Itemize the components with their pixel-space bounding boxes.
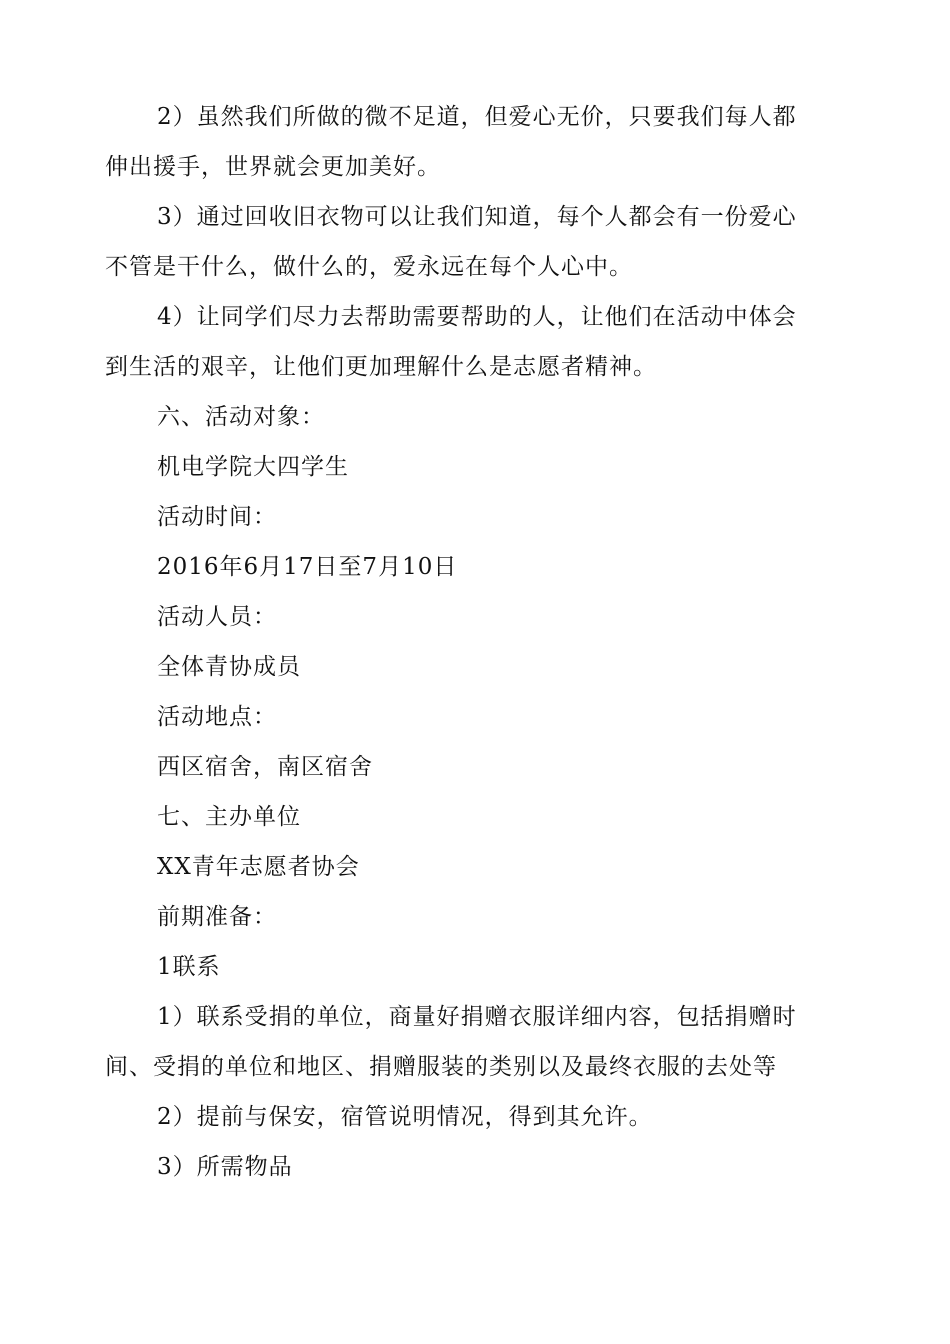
label-activity-location — [105, 692, 835, 742]
text-line: 到生活的艰辛，让他们更加理解什么是志愿者精神。 — [105, 354, 657, 380]
text-line: 2）虽然我们所做的微不足道，但爱心无价，只要我们每人都 — [157, 104, 797, 130]
section-heading-target — [105, 392, 835, 442]
label-preparation — [105, 892, 835, 942]
text-line: 2）提前与保安，宿管说明情况，得到其允许。 — [157, 1104, 653, 1130]
text-line: 机电学院大四学生 — [157, 454, 349, 480]
text-line: 西区宿舍，南区宿舍 — [157, 754, 373, 780]
text-line: 不管是干什么，做什么的，爱永远在每个人心中。 — [105, 254, 633, 280]
text-line: 六、活动对象： — [157, 404, 325, 430]
text-line: 七、主办单位 — [157, 804, 301, 830]
text-line: 3）通过回收旧衣物可以让我们知道，每个人都会有一份爱心 — [157, 204, 797, 230]
paragraph-location-value — [105, 742, 835, 792]
paragraph-contact-2 — [105, 1092, 835, 1142]
paragraph-purpose-3 — [105, 192, 835, 292]
section-heading-organizer — [105, 792, 835, 842]
paragraph-target-value — [105, 442, 835, 492]
text-line: 全体青协成员 — [157, 654, 301, 680]
text-line: 间、受捐的单位和地区、捐赠服装的类别以及最终衣服的去处等 — [105, 1054, 777, 1080]
text-line: 活动地点： — [157, 704, 277, 730]
text-line: 活动时间： — [157, 504, 277, 530]
text-line: 2016年6月17日至7月10日 — [157, 554, 458, 580]
label-activity-time — [105, 492, 835, 542]
document-body — [105, 92, 835, 1192]
paragraph-purpose-4 — [105, 292, 835, 392]
paragraph-time-value — [105, 542, 835, 592]
text-line: 活动人员： — [157, 604, 277, 630]
text-line: 4）让同学们尽力去帮助需要帮助的人，让他们在活动中体会 — [157, 304, 797, 330]
paragraph-organizer-value — [105, 842, 835, 892]
paragraph-contact-3 — [105, 1142, 835, 1192]
text-line: 前期准备： — [157, 904, 277, 930]
text-line: 伸出援手，世界就会更加美好。 — [105, 154, 441, 180]
text-line: 1联系 — [157, 954, 221, 980]
paragraph-purpose-2 — [105, 92, 835, 192]
label-activity-staff — [105, 592, 835, 642]
paragraph-contact-1 — [105, 992, 835, 1092]
text-line: 1）联系受捐的单位，商量好捐赠衣服详细内容，包括捐赠时 — [157, 1004, 797, 1030]
text-line: XX青年志愿者协会 — [157, 854, 360, 880]
paragraph-staff-value — [105, 642, 835, 692]
subheading-contact — [105, 942, 835, 992]
text-line: 3）所需物品 — [157, 1154, 293, 1180]
